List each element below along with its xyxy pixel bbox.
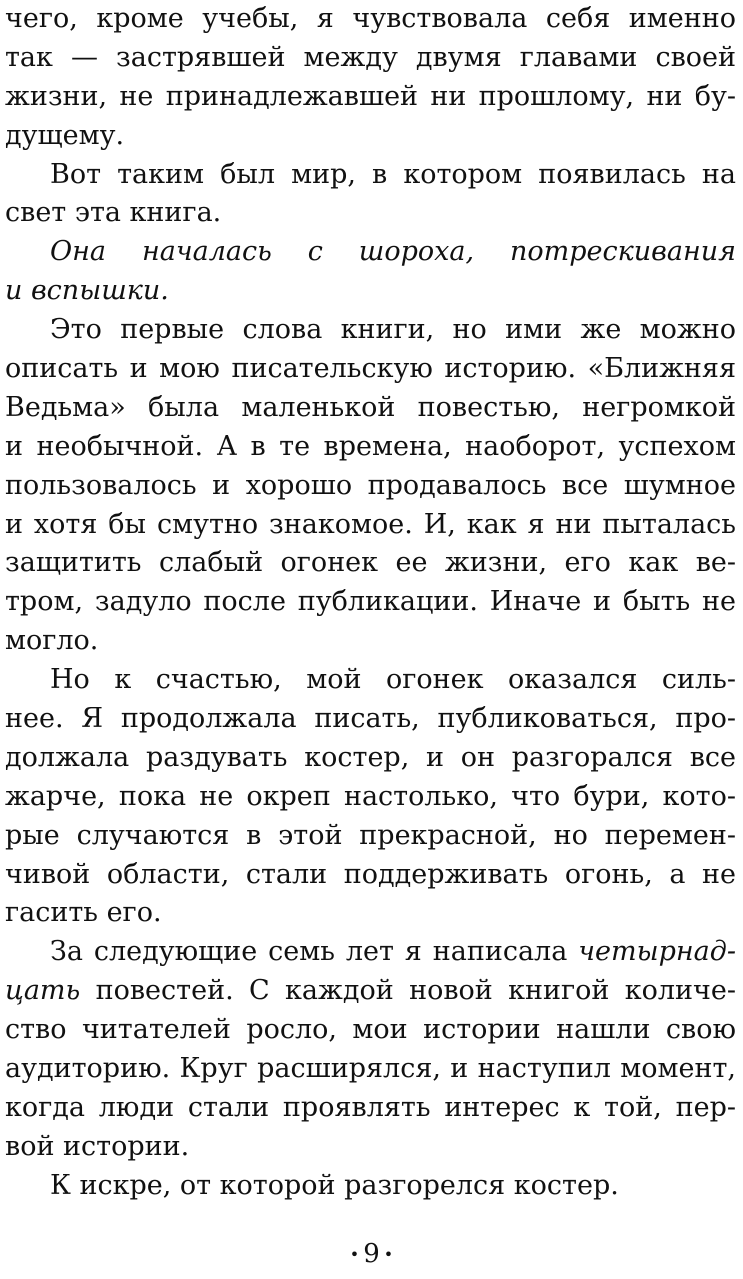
paragraph-start-line: Но к счастью, мой огонек оказался силь- bbox=[50, 664, 736, 696]
text-line: когда люди стали проявлять интерес к той, пер- bbox=[5, 1091, 736, 1123]
text-line: пользовалось и хорошо продавалось все шумное bbox=[5, 469, 736, 501]
italic-text-segment: четырнад- bbox=[578, 936, 736, 968]
text-line: должала раздувать костер, и он разгорался все bbox=[5, 741, 736, 773]
text-line: чего, кроме учебы, я чувствовала себя именно bbox=[5, 3, 736, 34]
text-line: свет эта книга. bbox=[5, 197, 222, 229]
text-line: жарче, пока не окреп настолько, что бури, кото- bbox=[5, 780, 736, 812]
text-line bbox=[5, 972, 736, 1011]
text-line: так — застрявшей между двумя главами своей bbox=[5, 41, 736, 73]
text-line: ство читателей росло, мои истории нашли свою bbox=[5, 1014, 736, 1046]
page-number-value: 9 bbox=[363, 1239, 380, 1269]
text-line: нее. Я продолжала писать, публиковаться, про- bbox=[5, 703, 736, 735]
text-line: гасить его. bbox=[5, 897, 162, 929]
text-line: могло. bbox=[5, 625, 99, 657]
text-segment: повестей. С каждой новой книгой количе- bbox=[80, 975, 736, 1007]
book-page-text bbox=[5, 0, 736, 1206]
text-line: описать и мою писательскую историю. «Ближняя bbox=[5, 353, 736, 385]
text-line: защитить слабый огонек ее жизни, его как ве- bbox=[5, 547, 736, 579]
text-line: чивой области, стали поддерживать огонь, а не bbox=[5, 858, 736, 890]
text-line: и необычной. А в те времена, наоборот, успехом bbox=[5, 430, 736, 462]
text-line: вой истории. bbox=[5, 1130, 190, 1162]
bullet-dot-icon: • bbox=[383, 1245, 394, 1264]
text-line: дущему. bbox=[5, 119, 125, 151]
text-line: и хотя бы смутно знакомое. И, как я ни пыталась bbox=[5, 508, 736, 540]
text-line: Ведьма» была маленькой повестью, негромкой bbox=[5, 391, 736, 423]
text-segment: За следующие семь лет я написала bbox=[50, 936, 579, 968]
paragraph-start-line: Вот таким был мир, в котором появилась на bbox=[50, 158, 736, 190]
paragraph-start-line bbox=[5, 933, 736, 972]
text-line: рые случаются в этой прекрасной, но перемен- bbox=[5, 819, 736, 851]
paragraph-start-line: К искре, от которой разгорелся костер. bbox=[50, 1169, 619, 1201]
paragraph-start-line: Это первые слова книги, но ими же можно bbox=[50, 314, 736, 346]
text-line: аудиторию. Круг расширялся, и наступил момент, bbox=[5, 1053, 736, 1085]
italic-text-segment: цать bbox=[5, 975, 81, 1007]
italic-quote-line: Она началась с шороха, потрескивания bbox=[50, 236, 736, 268]
italic-quote-line: и вспышки. bbox=[5, 275, 169, 307]
bullet-dot-icon: • bbox=[349, 1245, 360, 1264]
text-line: жизни, не принадлежавшей ни прошлому, ни бу- bbox=[5, 80, 736, 112]
page-number bbox=[0, 1236, 743, 1273]
text-line: тром, задуло после публикации. Иначе и быть не bbox=[5, 586, 736, 618]
